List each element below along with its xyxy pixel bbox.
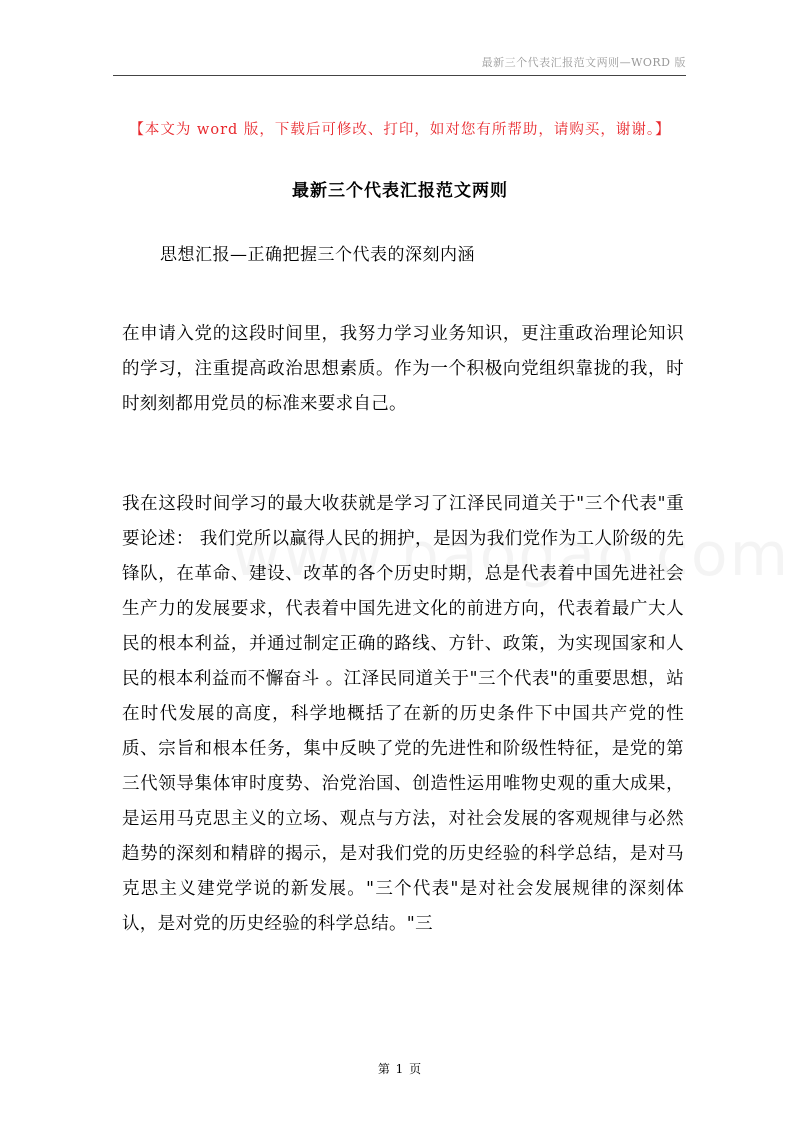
purchase-notice: 【本文为 word 版，下载后可修改、打印，如对您有所帮助，请购买，谢谢。】 bbox=[129, 122, 671, 138]
page-number: 第 1 页 bbox=[377, 1062, 423, 1076]
body-paragraph: 在申请入党的这段时间里，我努力学习业务知识，更注重政治理论知识的学习，注重提高政治思想素质。作为一个积极向党组织靠拢的我，时时刻刻都用党员的标准来要求自己。 bbox=[122, 324, 684, 414]
document-subtitle: 思想汇报—正确把握三个代表的深刻内涵 bbox=[160, 245, 475, 265]
header-divider bbox=[113, 75, 686, 76]
running-header: 最新三个代表汇报范文两则—WORD 版 bbox=[481, 56, 686, 69]
body-paragraph: 我在这段时间学习的最大收获就是学习了江泽民同道关于"三个代表"重要论述： 我们党所以赢得人民的拥护，是因为我们党作为工人阶级的先锋队，在革命、建设、改革的各个历史时期，总是代表着中国先进社会生产力的发展要求，代表着中国先进文化的前进方向，代表着最广大人民的根本利益，并通过制定正确的路线、方针、政策，为实现国家和人民的根本利益而不懈奋斗 。江泽民同道关于"三个代表"的重要思想，站在时代发展的高度，科学地概括了在新的历史条件下中国共产党的性质、宗旨和根本任务，集中反映了党的先进性和阶级性特征，是党的第三代领导集体审时度势、治党治国、创造性运用唯物史观的重大成果，是运用马克思主义的立场、观点与方法，对社会发展的客观规律与必然趋势的深刻和精辟的揭示，是对我们党的历史经验的科学总结，是对马克思主义建党学说的新发展。"三个代表"是对社会发展规律的深刻体认，是对党的历史经验的科学总结。"三 bbox=[122, 494, 684, 934]
document-title: 最新三个代表汇报范文两则 bbox=[292, 181, 508, 201]
